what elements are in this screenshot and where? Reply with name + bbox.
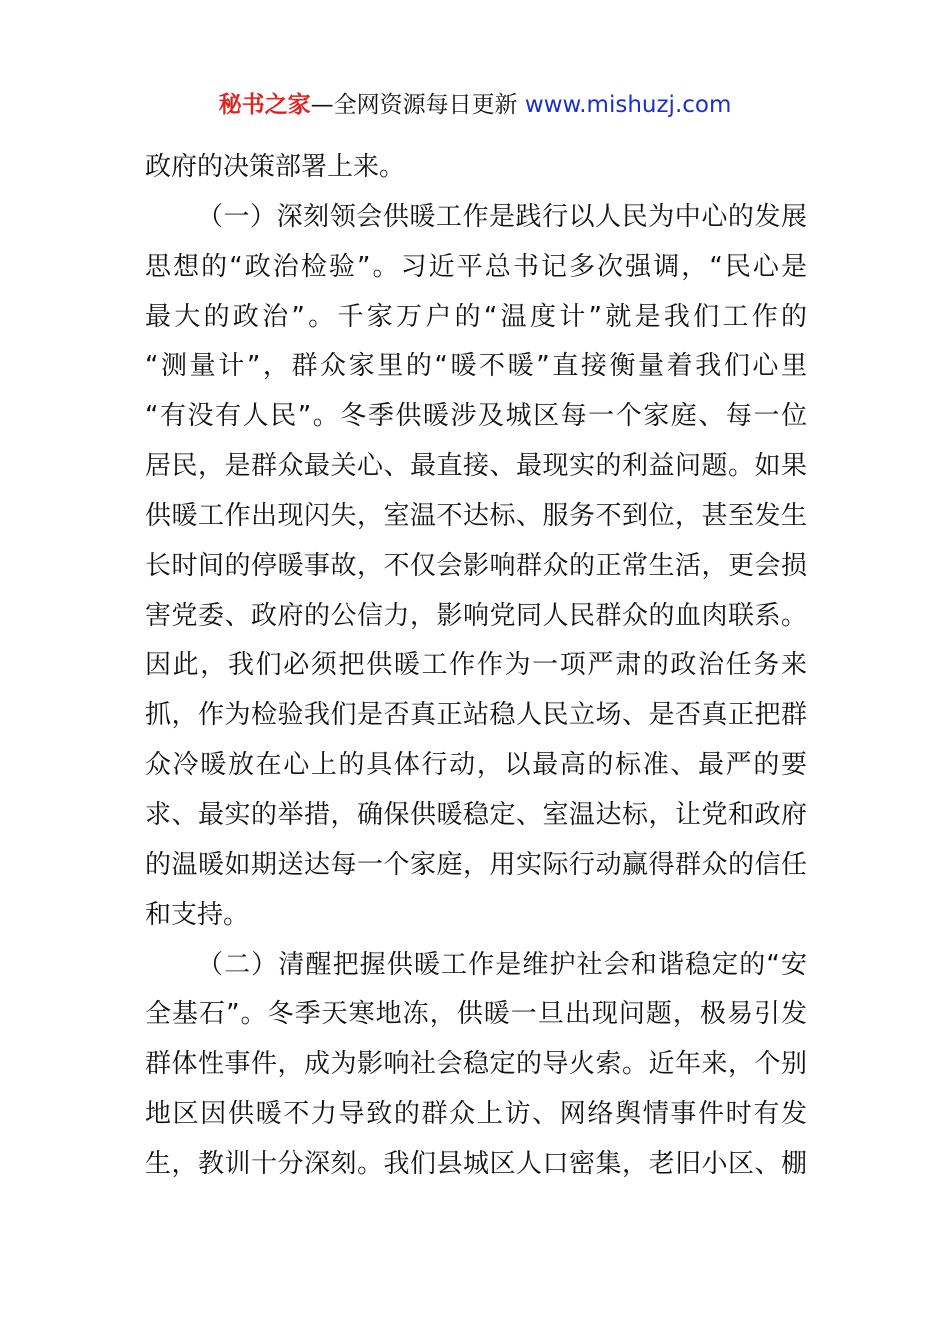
document-line: 群体性事件，成为影响社会稳定的导火索。近年来，个别 [145,1049,807,1080]
document-line: 的温暖如期送达每一个家庭，用实际行动赢得群众的信任 [145,849,807,880]
document-body [145,143,807,1190]
document-line: 思想的“政治检验”。习近平总书记多次强调，“民心是 [145,251,807,282]
document-line: 和支持。 [145,899,250,930]
document-line: 居民，是群众最关心、最直接、最现实的利益问题。如果 [145,451,807,482]
document-line: （一）深刻领会供暖工作是践行以人民为中心的发展 [197,201,807,232]
site-url-link[interactable]: www.mishuzj.com [524,92,732,118]
document-line: 求、最实的举措，确保供暖稳定、室温达标，让党和政府 [145,799,807,830]
site-brand: 秘书之家 [218,92,311,118]
document-line: 长时间的停暖事故，不仅会影响群众的正常生活，更会损 [145,550,807,581]
page-header [0,88,950,122]
document-line: 因此，我们必须把供暖工作作为一项严肃的政治任务来 [145,650,807,681]
document-line: 众冷暖放在心上的具体行动，以最高的标准、最严的要 [145,750,807,781]
document-line: 全基石”。冬季天寒地冻，供暖一旦出现问题，极易引发 [145,999,807,1030]
document-line: 供暖工作出现闪失，室温不达标、服务不到位，甚至发生 [145,500,807,531]
document-line: 政府的决策部署上来。 [145,152,406,182]
document-line: “有没有人民”。冬季供暖涉及城区每一个家庭、每一位 [145,401,807,432]
document-line: （二）清醒把握供暖工作是维护社会和谐稳定的“安 [197,949,807,980]
document-line: 地区因供暖不力导致的群众上访、网络舆情事件时有发 [145,1099,807,1130]
document-line: 害党委、政府的公信力，影响党同人民群众的血肉联系。 [145,600,807,631]
document-line: “测量计”，群众家里的“暖不暖”直接衡量着我们心里 [145,351,807,382]
document-line: 最大的政治”。千家万户的“温度计”就是我们工作的 [145,301,807,332]
document-line: 抓，作为检验我们是否真正站稳人民立场、是否真正把群 [145,700,807,731]
site-tagline: —全网资源每日更新 [310,92,525,118]
document-line: 生，教训十分深刻。我们县城区人口密集，老旧小区、棚 [145,1148,807,1179]
